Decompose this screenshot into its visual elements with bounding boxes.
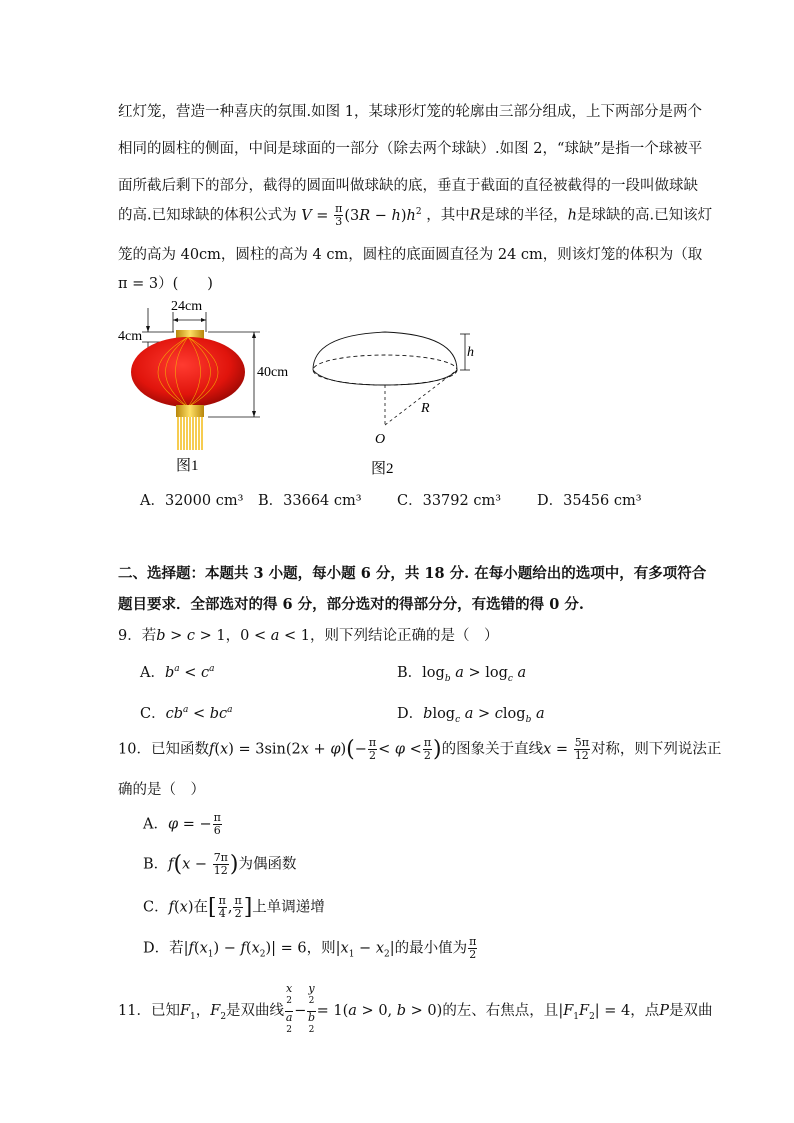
figure-2-caption: 图2 — [371, 461, 394, 477]
q9-option-b: B．$\log_b a > \log_c a$ — [397, 665, 527, 684]
dim-4-label: 4cm — [118, 329, 143, 344]
q8-line-4d: 是球缺的高.已知该灯 — [576, 207, 713, 224]
q8-line-3: 面所截后剩下的部分，截得的圆面叫做球缺的底，垂直于截面的直径被截得的一段叫做球缺 — [118, 178, 698, 194]
q8-line-6: π = 3）( ) — [118, 276, 213, 292]
q8-line-5: 笼的高为 40cm，圆柱的高为 4 cm，圆柱的底面圆直径为 24 cm，则该灯笼的体积为（取 — [118, 247, 703, 263]
q8-option-d: D．35456 cm³ — [537, 493, 642, 509]
q8-option-a: A．32000 cm³ — [140, 493, 244, 509]
q10-stem-2: 确的是（ ） — [118, 782, 205, 798]
figure-1-caption: 图1 — [176, 458, 199, 474]
q10-option-c: C．f(x)在[ $\frac{\pi}{4}$ , $\frac{\pi}{2}$ ]上单调递增 — [143, 894, 325, 920]
dim-24-label: 24cm — [171, 299, 203, 314]
q9-option-d: D．blog$_c$ a > clog$_b$ a — [397, 706, 545, 725]
q8-line-2: 相同的圆柱的侧面，中间是球面的一部分（除去两个球缺）.如图 2，“球缺”是指一个球被平 — [118, 141, 703, 157]
figure-1-lantern — [118, 290, 308, 480]
q8-line-4a: 的高.已知球缺的体积公式为 — [118, 207, 297, 224]
lantern-bottom-cap — [176, 405, 204, 417]
segment-h-label: h — [467, 345, 474, 360]
lantern-tassel — [178, 417, 202, 450]
q10-option-d: D．若$|f(x_1) - f(x_2)| = 6$，则$|x_1 - x_2|$的最小值为 $\frac{\pi}{2}$ — [143, 935, 477, 961]
q11-stem: 11．已知$F_1$，$F_2$是双曲线 x $^2$ a $^2$ − y $^2$ b $^2$ = 1(a > 0, b > 0)的左、右焦点，且$|F_1F_2| = 4$，点P是双曲 — [118, 982, 713, 1035]
q10-stem: 10．已知函数f(x) = 3sin(2x + φ)(− $\frac{\pi}{2}$ < φ < $\frac{\pi}{2}$ )的图象关于直线x = $\frac{5\pi}{12}$ 对称，则下列说法正 — [118, 736, 722, 762]
q10-option-b: B．f(x − $\frac{7\pi}{12}$ )为偶函数 — [143, 851, 297, 877]
lantern-body — [131, 337, 245, 407]
dim-40-label: 40cm — [257, 365, 289, 380]
segment-R-label: R — [421, 401, 430, 416]
segment-O-label: O — [375, 432, 386, 447]
q8-option-b: B．33664 cm³ — [258, 493, 362, 509]
q8-line-4: 的高.已知球缺的体积公式为 V = $\frac{\pi}{3}$ $(3R - h)h^2$ ，其中R是球的半径，h是球缺的高.已知该灯 — [118, 202, 713, 228]
q8-option-c: C．33792 cm³ — [397, 493, 502, 509]
q8-line-4b: ，其中 — [426, 207, 470, 224]
q8-line-1: 红灯笼，营造一种喜庆的氛围.如图 1，某球形灯笼的轮廓由三部分组成，上下两部分是两个 — [118, 104, 702, 120]
section-2-line-2: 题目要求．全部选对的得 6 分，部分选对的得部分分，有选错的得 0 分. — [118, 596, 584, 613]
q9-option-c: C．$cb^a < bc^a$ — [140, 705, 233, 722]
q8-line-4c: 是球的半径， — [480, 207, 568, 224]
q9-option-a: A．$b^a < c^a$ — [140, 664, 215, 681]
q9-stem: 9．若b > c > 1，0 < a < 1，则下列结论正确的是（ ） — [118, 628, 499, 644]
volume-formula: V = $\frac{\pi}{3}$ $(3R - h)h^2$ — [301, 202, 422, 228]
segment-cap-outline — [313, 332, 457, 370]
figure-2-segment — [305, 320, 505, 480]
section-2-line-1: 二、选择题：本题共 3 小题，每小题 6 分，共 18 分. 在每小题给出的选项中，有多项符合 — [118, 565, 707, 582]
q10-option-a: A．φ = − $\frac{\pi}{6}$ — [143, 811, 221, 837]
